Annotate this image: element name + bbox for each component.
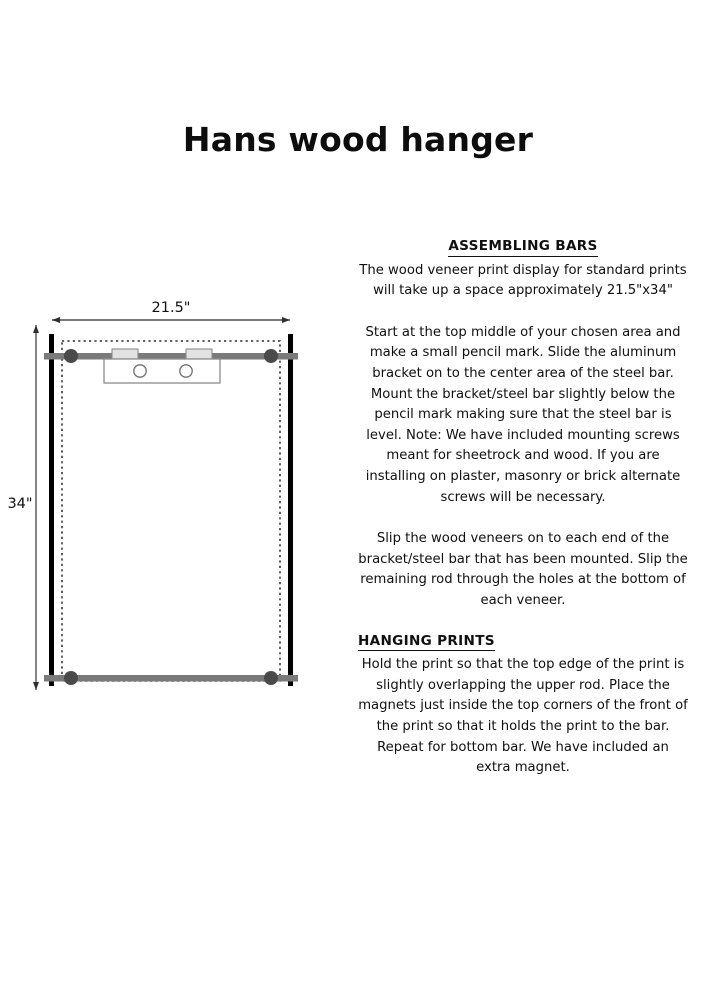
right-veneer-bar	[288, 334, 293, 686]
magnet-bottom-left	[64, 671, 78, 685]
height-dimension	[33, 325, 39, 690]
hanging-prints-heading	[358, 631, 688, 652]
print-area-outline	[62, 341, 280, 681]
width-dimension	[52, 317, 290, 323]
hanging-prints-body: Hold the print so that the top edge of the print is slightly overlapping the upper rod. Place the magnets just inside the top corners of the front of the print so that it holds the print to the bar. Repeat for bottom bar. We have included an extra magnet.	[358, 657, 688, 776]
magnet-bottom-right	[264, 671, 278, 685]
magnet-top-left	[64, 349, 78, 363]
wood-hanger-assembly-diagram	[0, 290, 330, 710]
magnet-top-right	[264, 349, 278, 363]
assembling-bars-heading	[358, 236, 688, 257]
aluminum-bracket	[104, 359, 220, 383]
assembling-bars-intro: The wood veneer print display for standard prints will take up a space approximately 21.5"x34"	[359, 262, 687, 299]
left-veneer-bar	[49, 334, 54, 686]
collar-left	[112, 349, 138, 359]
page-title: Hans wood hanger	[182, 120, 534, 160]
bracket-screw-hole-right	[180, 365, 192, 377]
assembling-bars-heading-text: ASSEMBLING BARS	[448, 239, 597, 257]
bottom-steel-rod	[44, 675, 298, 682]
hanging-prints-heading-text: HANGING PRINTS	[358, 634, 495, 652]
bracket-screw-hole-left	[134, 365, 146, 377]
assembling-bars-mounting-step: Start at the top middle of your chosen area and make a small pencil mark. Slide the aluminum bracket on to the center area of the steel bar. Mount the bracket/steel bar slightly below the pencil mark making sure that the steel bar is level. Note: We have included mounting screws meant for sheetrock and wood. If you are installing on plaster, masonry or brick alternate screws will be necessary.	[365, 324, 681, 505]
assembling-bars-veneer-step: Slip the wood veneers on to each end of the bracket/steel bar that has been mounted. Slip the remaining rod through the holes at the bottom of each veneer.	[358, 531, 688, 608]
collar-right	[186, 349, 212, 359]
height-dimension-label: 34"	[7, 496, 33, 512]
width-dimension-label: 21.5"	[151, 300, 191, 316]
instructions-column	[358, 236, 688, 779]
